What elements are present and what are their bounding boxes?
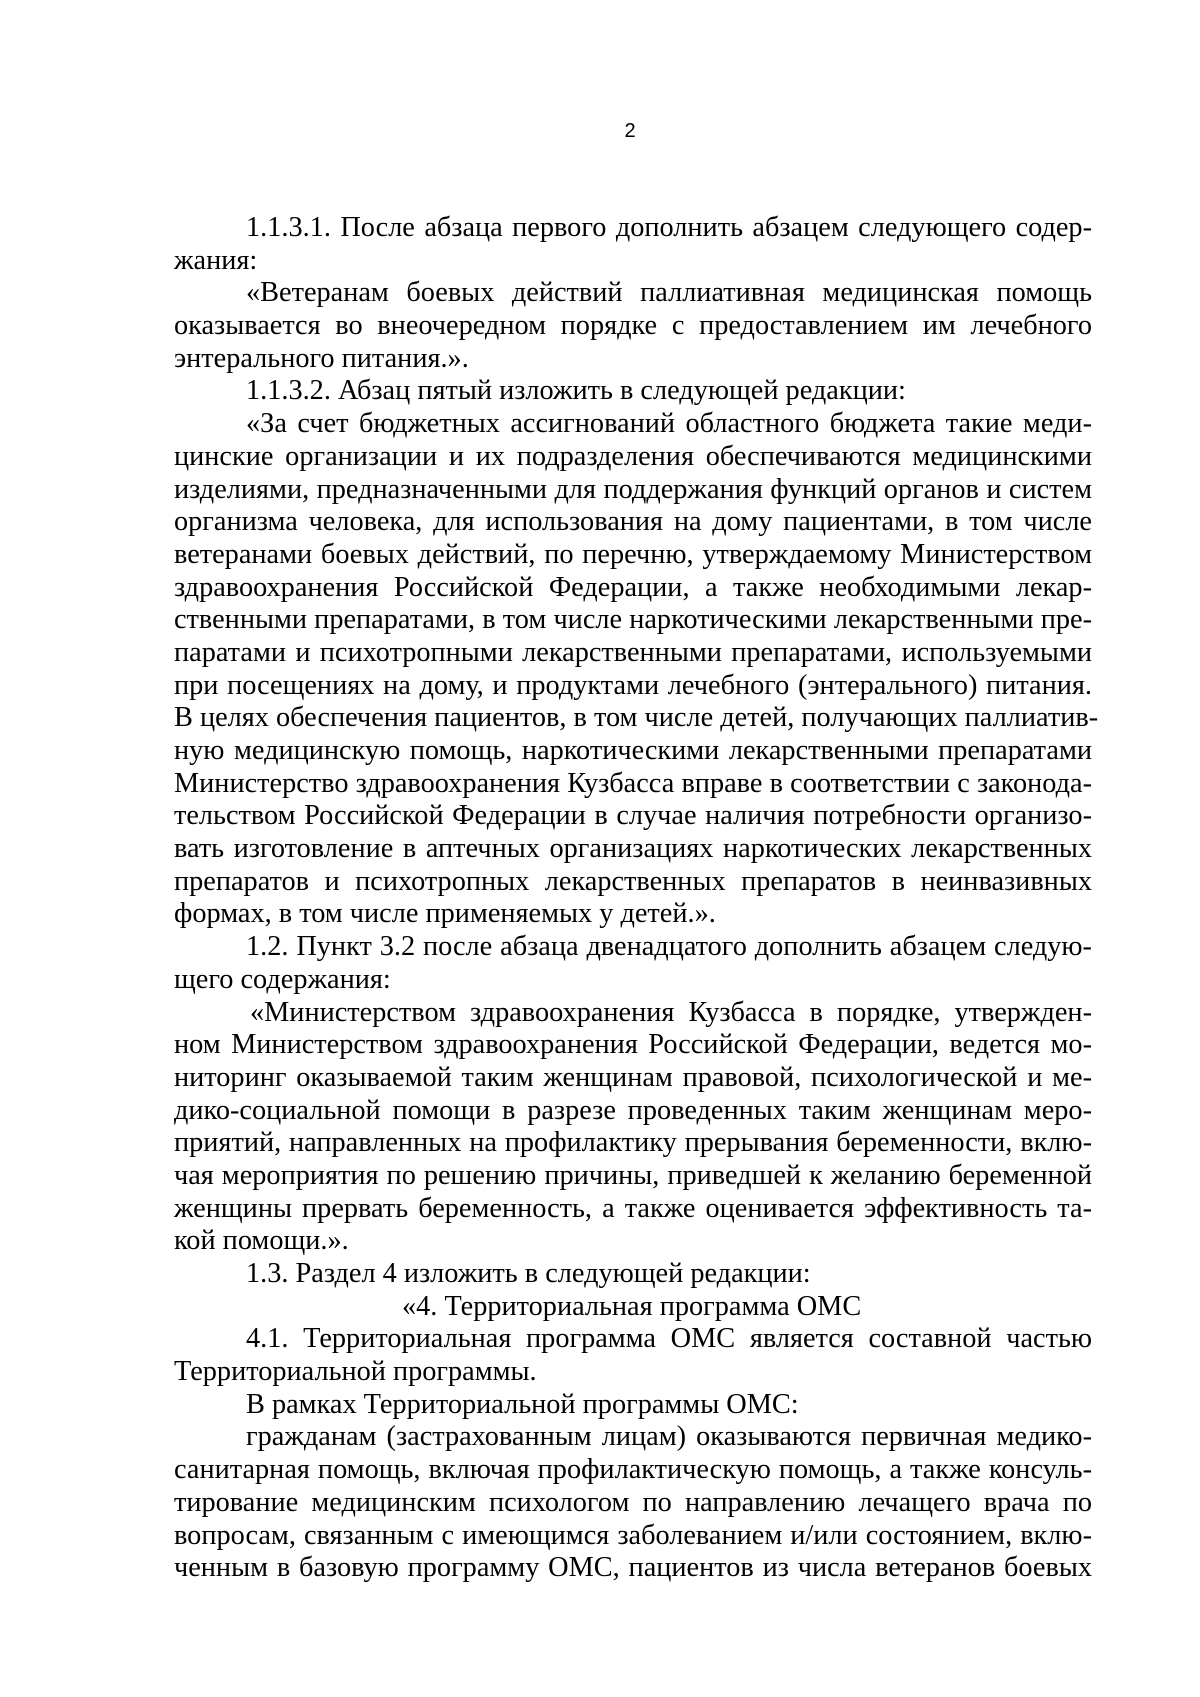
text-line: ственными препаратами, в том числе наркотическими лекарственными пре- [174, 604, 1092, 636]
text-line: «Министерством здравоохранения Кузбасса в порядке, утвержден- [250, 996, 1092, 1028]
text-line: жания: [174, 244, 258, 276]
text-line: изделиями, предназначенными для поддержания функций органов и систем [174, 473, 1092, 505]
text-line: гражданам (застрахованным лицам) оказываются первичная медико- [246, 1421, 1092, 1453]
document-body [174, 212, 1099, 1585]
text-line: санитарная помощь, включая профилактическую помощь, а также консуль- [174, 1454, 1092, 1486]
text-line: ном Министерством здравоохранения Российской Федерации, ведется мо- [174, 1029, 1092, 1061]
text-line: кой помощи.». [174, 1225, 349, 1257]
text-line: вать изготовление в аптечных организациях наркотических лекарственных [174, 833, 1092, 865]
text-line: 4.1. Территориальная программа ОМС является составной частью [246, 1323, 1092, 1355]
text-line: вопросам, связанным с имеющимся заболеванием и/или состоянием, вклю- [174, 1519, 1092, 1551]
text-line: ченным в базовую программу ОМС, пациентов из числа ветеранов боевых [174, 1552, 1092, 1584]
page-number: 2 [624, 120, 636, 142]
text-line: чая мероприятия по решению причины, приведшей к желанию беременной [174, 1159, 1092, 1191]
text-line: цинские организации и их подразделения обеспечиваются медицинскими [174, 440, 1092, 472]
text-line: организма человека, для использования на дому пациентами, в том числе [174, 506, 1092, 538]
text-line: тельством Российской Федерации в случае наличия потребности организо- [174, 800, 1092, 832]
text-line: 1.1.3.2. Абзац пятый изложить в следующей редакции: [246, 375, 906, 407]
text-line: формах, в том числе применяемых у детей.». [174, 898, 716, 930]
text-line: дико-социальной помощи в разрезе проведенных таким женщинам меро- [174, 1094, 1092, 1126]
text-line: приятий, направленных на профилактику прерывания беременности, вклю- [174, 1127, 1092, 1159]
text-line: энтерального питания.». [174, 342, 469, 374]
text-line: Территориальной программы. [174, 1356, 537, 1388]
text-line: «4. Территориальная программа ОМС [402, 1290, 862, 1322]
text-line: при посещениях на дому, и продуктами лечебного (энтерального) питания. [174, 669, 1092, 701]
text-line: паратами и психотропными лекарственными препаратами, используемыми [174, 636, 1092, 668]
text-line: «За счет бюджетных ассигнований областного бюджета такие меди- [246, 408, 1092, 440]
text-line: ную медицинскую помощь, наркотическими лекарственными препаратами [174, 735, 1092, 766]
text-line: оказывается во внеочередном порядке с предоставлением им лечебного [174, 310, 1092, 342]
text-line: тирование медицинским психологом по направлению лечащего врача по [174, 1486, 1092, 1518]
text-line: щего содержания: [174, 963, 391, 995]
text-line: 1.2. Пункт 3.2 после абзаца двенадцатого дополнить абзацем следую- [246, 931, 1092, 963]
text-line: ниторинг оказываемой таким женщинам правовой, психологической и ме- [174, 1061, 1092, 1093]
text-line: В рамках Территориальной программы ОМС: [246, 1388, 799, 1420]
text-line: «Ветеранам боевых действий паллиативная медицинская помощь [246, 277, 1092, 309]
text-line: 1.1.3.1. После абзаца первого дополнить абзацем следующего содер- [246, 212, 1092, 243]
text-line: В целях обеспечения пациентов, в том числе детей, получающих паллиатив- [174, 702, 1099, 734]
text-line: здравоохранения Российской Федерации, а также необходимыми лекар- [174, 571, 1092, 603]
text-line: препаратов и психотропных лекарственных препаратов в неинвазивных [174, 865, 1092, 897]
text-line: 1.3. Раздел 4 изложить в следующей редакции: [246, 1258, 811, 1289]
text-line: ветеранами боевых действий, по перечню, утверждаемому Министерством [174, 538, 1092, 570]
text-line: Министерство здравоохранения Кузбасса вправе в соответствии с законода- [174, 767, 1092, 799]
text-line: женщины прервать беременность, а также оценивается эффективность та- [174, 1192, 1092, 1224]
